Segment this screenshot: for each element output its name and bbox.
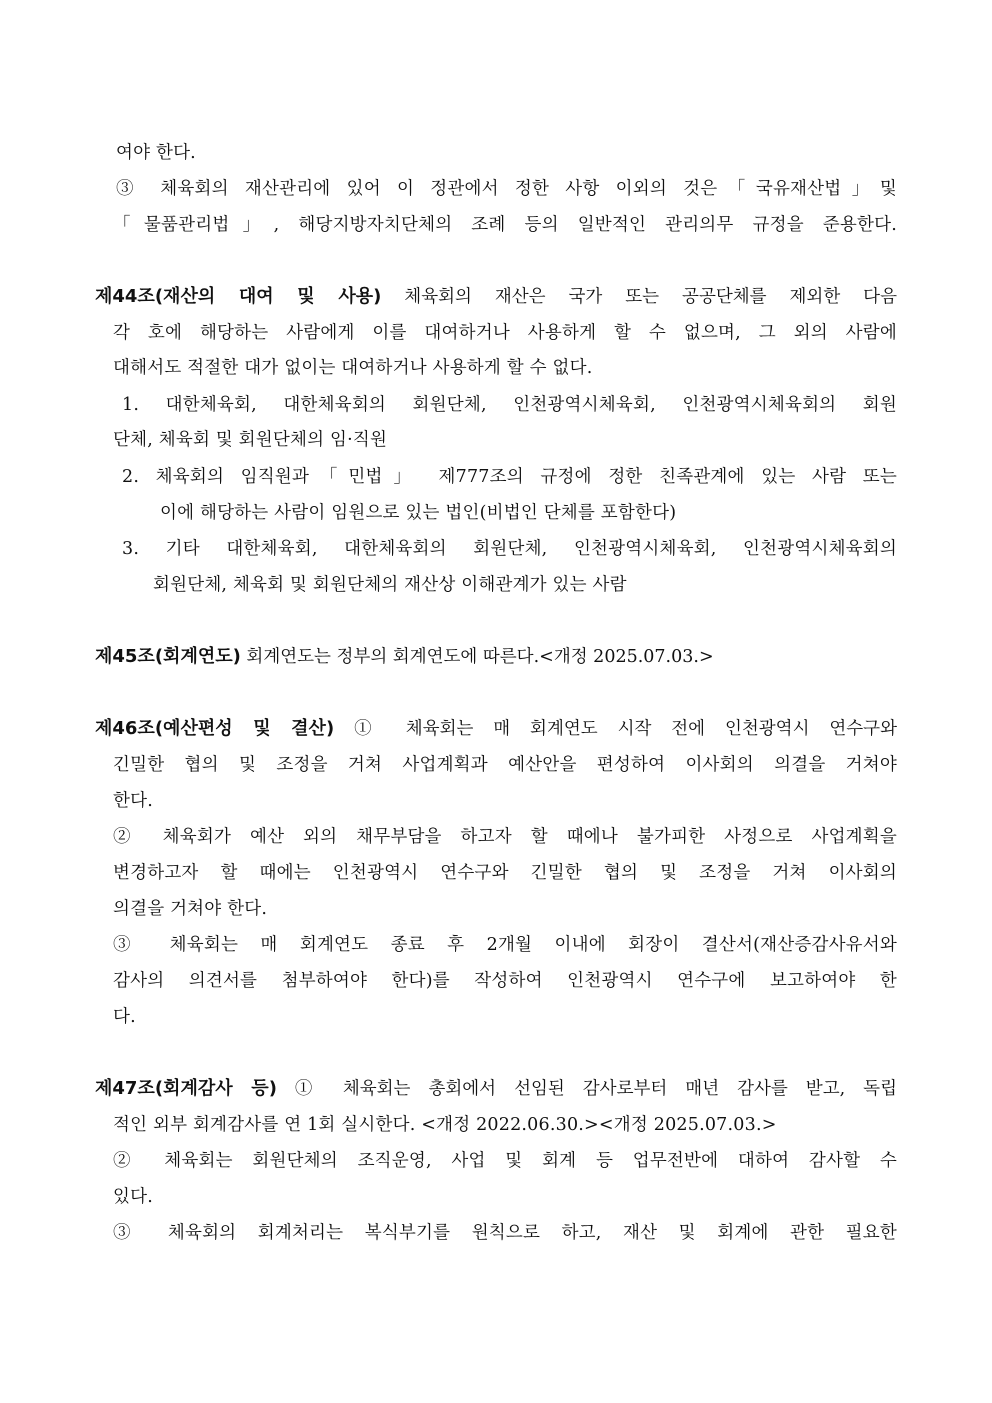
- article-47-p3-line1: ③ 체육회의 회계처리는 복식부기를 원칙으로 하고, 재산 및 회계에 관한 필요한: [113, 1223, 897, 1243]
- article-47-heading: 제47조(회계감사 등): [95, 1078, 277, 1099]
- article-46-p3-line3: 다.: [113, 1007, 136, 1027]
- article-47-line1-text: ① 체육회는 총회에서 선임된 감사로부터 매년 감사를 받고, 독립: [294, 1079, 897, 1099]
- article-46-line2: 긴밀한 협의 및 조정을 거쳐 사업계획과 예산안을 편성하여 이사회의 의결을 거쳐야: [113, 755, 897, 775]
- article-44-line1: [95, 285, 897, 311]
- article-44-line1-text: 체육회의 재산은 국가 또는 공공단체를 제외한 다음: [404, 287, 897, 307]
- article-47-line2: 적인 외부 회계감사를 연 1회 실시한다. <개정 2022.06.30.><개정 2025.07.03.>: [113, 1115, 777, 1135]
- article-46-heading: 제46조(예산편성 및 결산): [95, 718, 335, 739]
- article-46-line3: 한다.: [113, 791, 153, 811]
- article-47-p2-line2: 있다.: [113, 1187, 153, 1207]
- article-44-item2-line1: 2. 체육회의 임직원과「민법」 제777조의 규정에 정한 친족관계에 있는 사람 또는: [122, 467, 897, 487]
- article-44-item3-line1: 3. 기타 대한체육회, 대한체육회의 회원단체, 인천광역시체육회, 인천광역시체육회의: [122, 539, 897, 559]
- article-44-line2: 각 호에 해당하는 사람에게 이를 대여하거나 사용하게 할 수 없으며, 그 외의 사람에: [113, 323, 897, 343]
- article-44-item1-line2: 단체, 체육회 및 회원단체의 임·직원: [113, 430, 388, 450]
- article-44-item1-line1: 1. 대한체육회, 대한체육회의 회원단체, 인천광역시체육회, 인천광역시체육회의 회원: [122, 395, 897, 415]
- article-46-p2-line2: 변경하고자 할 때에는 인천광역시 연수구와 긴밀한 협의 및 조정을 거쳐 이사회의: [113, 863, 897, 883]
- article-44-item2-line2: 이에 해당하는 사람이 임원으로 있는 법인(비법인 단체를 포함한다): [160, 503, 677, 523]
- article-46-p2-line3: 의결을 거쳐야 한다.: [113, 899, 268, 919]
- article-47-line1: [95, 1077, 897, 1103]
- article-46-p3-line1: ③ 체육회는 매 회계연도 종료 후 2개월 이내에 회장이 결산서(재산증감사유서와: [113, 935, 897, 955]
- article-44-item3-line2: 회원단체, 체육회 및 회원단체의 재산상 이해관계가 있는 사람: [153, 575, 627, 595]
- article-44-line3: 대해서도 적절한 대가 없이는 대여하거나 사용하게 할 수 없다.: [113, 358, 593, 378]
- continuation-line: 여야 한다.: [116, 143, 196, 163]
- article-45-line: [95, 645, 897, 671]
- article-46-p2-line1: ② 체육회가 예산 외의 채무부담을 하고자 할 때에나 불가피한 사정으로 사업계획을: [113, 827, 897, 847]
- article-47-p2-line1: ② 체육회는 회원단체의 조직운영, 사업 및 회계 등 업무전반에 대하여 감사할 수: [113, 1151, 897, 1171]
- article-44-heading: 제44조(재산의 대여 및 사용): [95, 286, 382, 307]
- para3-line2: 「물품관리법」, 해당지방자치단체의 조례 등의 일반적인 관리의무 규정을 준용한다.: [113, 215, 897, 235]
- article-45-text: 회계연도는 정부의 회계연도에 따른다.<개정 2025.07.03.>: [246, 647, 714, 667]
- article-46-p3-line2: 감사의 의견서를 첨부하여야 한다)를 작성하여 인천광역시 연수구에 보고하여야 한: [113, 971, 897, 991]
- article-46-line1: [95, 717, 897, 743]
- article-46-line1-text: ① 체육회는 매 회계연도 시작 전에 인천광역시 연수구와: [354, 719, 897, 739]
- article-45-heading: 제45조(회계연도): [95, 646, 241, 667]
- para3-line1: ③ 체육회의 재산관리에 있어 이 정관에서 정한 사항 이외의 것은「국유재산법」및: [116, 179, 897, 199]
